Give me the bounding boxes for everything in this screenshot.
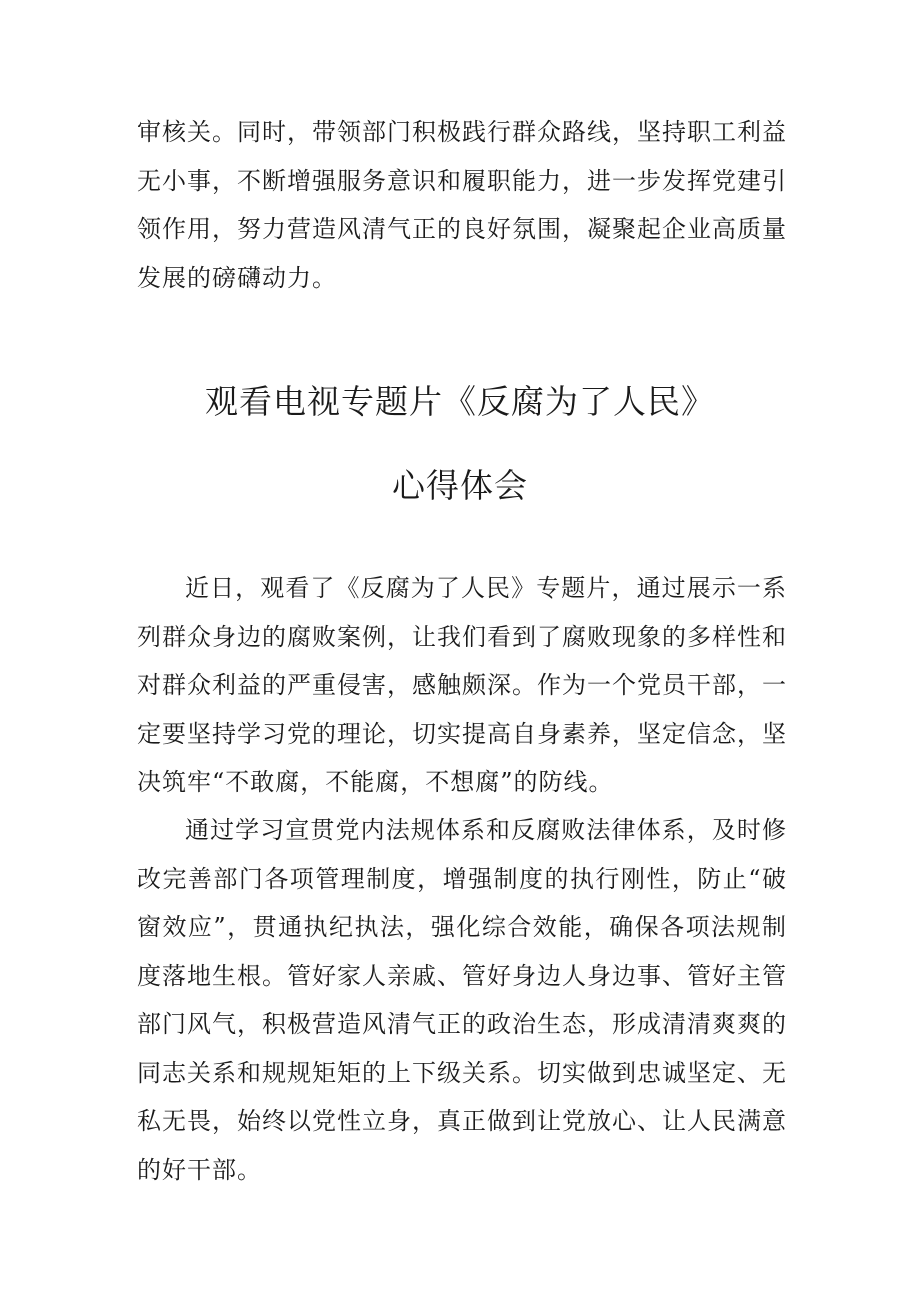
body-paragraph-1: 近日，观看了《反腐为了人民》专题片，通过展示一系列群众身边的腐败案例，让我们看到了腐败现象的多样性和对群众利益的严重侵害，感触颇深。作为一个党员干部，一定要坚持学习党的理论，切实提高自身素养，坚定信念，坚决筑牢“不敢腐，不能腐，不想腐”的防线。 <box>137 574 787 796</box>
continuation-paragraph: 审核关。同时，带领部门积极践行群众路线，坚持职工利益无小事，不断增强服务意识和履职能力，进一步发挥党建引领作用，努力营造风清气正的良好氛围，凝聚起企业高质量发展的磅礴动力。 <box>137 118 787 292</box>
title-line-2: 心得体会 <box>392 466 528 505</box>
title-line-1: 观看电视专题片《反腐为了人民》 <box>205 382 715 421</box>
body-paragraph-2: 通过学习宣贯党内法规体系和反腐败法律体系，及时修改完善部门各项管理制度，增强制度的执行刚性，防止“破窗效应”，贯通执纪执法，强化综合效能，确保各项法规制度落地生根。管好家人亲戚、管好身边人身边事、管好主管部门风气，积极营造风清气正的政治生态，形成清清爽爽的同志关系和规规矩矩的上下级关系。切实做到忠诚坚定、无私无畏，始终以党性立身，真正做到让党放心、让人民满意的好干部。 <box>137 816 787 1184</box>
